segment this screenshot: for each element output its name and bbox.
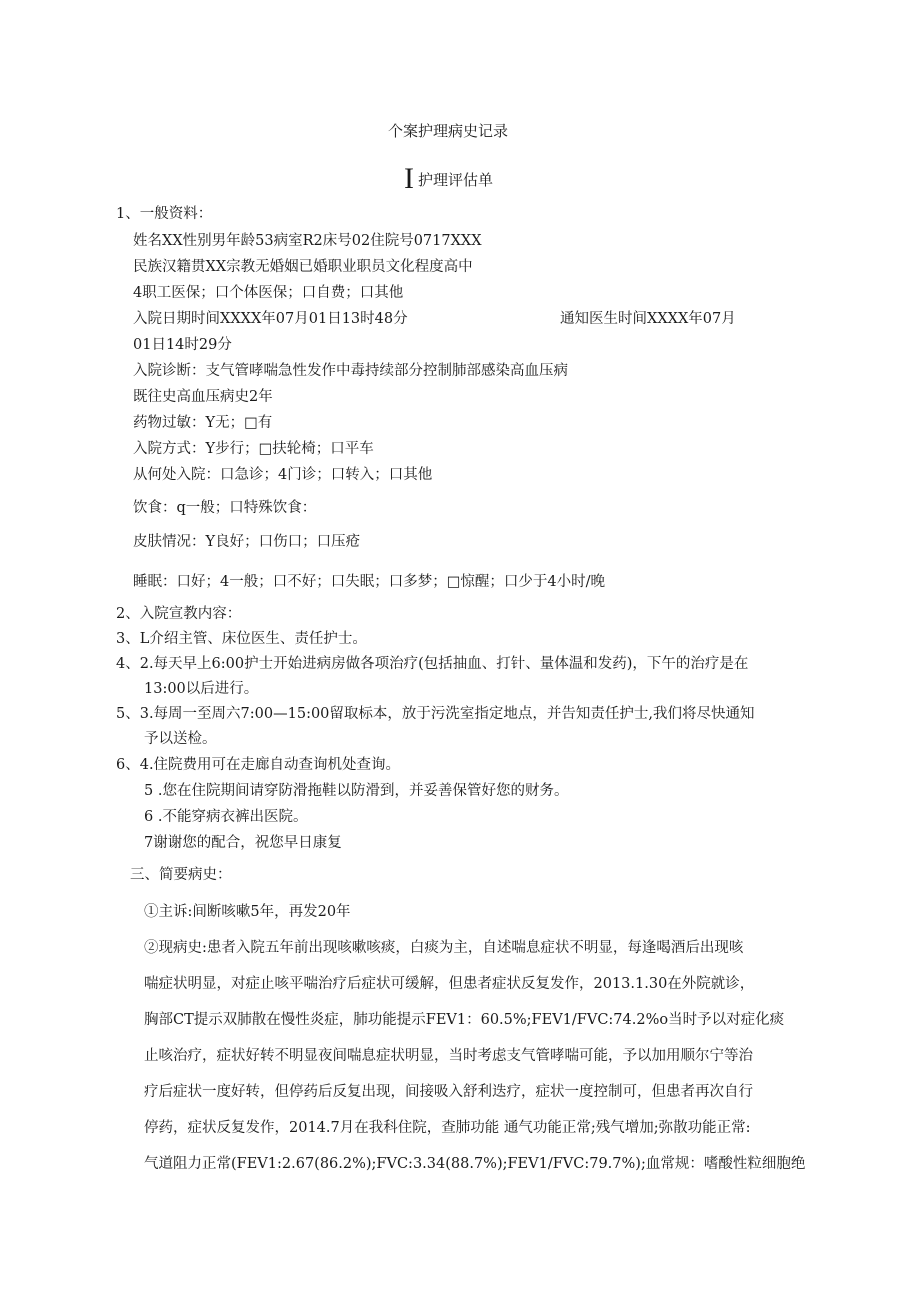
text-line: 三、简要病史： [130,867,232,883]
text-line: 入院日期时间XXXX年07月01日13时48分 [133,311,408,327]
text-line: 7谢谢您的配合，祝您早日康复 [144,835,342,851]
section-heading [404,162,494,195]
text-line: 1、一般资料： [116,206,213,222]
text-line: 予以送检。 [144,731,217,747]
text-line: 通知医生时间XXXX年07月 [560,311,736,327]
text-line: 6、4.住院费用可在走廊自动查询机处查询。 [116,757,401,773]
text-line: 止咳治疗，症状好转不明显夜间喘息症状明显，当时考虑支气管哮喘可能，予以加用顺尔宁等治 [144,1048,753,1064]
text-line: 喘症状明显，对症止咳平喘治疗后症状可缓解，但患者症状反复发作，2013.1.30在外院就诊， [144,976,755,992]
text-line: 既往史高血压病史2年 [133,389,273,405]
text-line: 5、3.每周一至周六7:00—15:00留取标本，放于污洗室指定地点，并告知责任护士,我们将尽快通知 [116,706,755,722]
text-line: 药物过敏：Y无；□有 [133,415,273,431]
text-line: ①主诉:间断咳嗽5年，再发20年 [144,904,351,920]
text-line: 入院方式：Y步行；□扶轮椅；口平车 [133,441,374,457]
text-line: 民族汉籍贯XX宗教无婚姻已婚职业职员文化程度高中 [133,259,473,275]
text-line: 姓名XX性别男年龄53病室R2床号02住院号0717XXX [133,233,482,249]
text-line: 入院诊断：支气管哮喘急性发作中毒持续部分控制肺部感染高血压病 [133,363,568,379]
heading-roman-numeral: I [404,162,414,195]
text-line: 6 .不能穿病衣裤出医院。 [144,809,308,825]
text-line: 13:00以后进行。 [144,681,259,697]
text-line: 气道阻力正常(FEV1:2.67(86.2%);FVC:3.34(88.7%);FEV1/FVC:79.7%);血常规：嗜酸性粒细胞绝 [144,1156,806,1172]
text-line: 睡眠：口好；4一般；口不好；口失眠；口多梦；□惊醒；口少于4小时/晚 [133,574,606,590]
text-line: 从何处入院：口急诊；4门诊；口转入；口其他 [133,467,433,483]
text-line: 01日14时29分 [133,337,232,353]
text-line: 4职工医保；口个体医保；口自费；口其他 [133,285,404,301]
text-line: ②现病史:患者入院五年前出现咳嗽咳痰，白痰为主，自述喘息症状不明显，每逢喝酒后出现咳 [144,940,744,956]
text-line: 饮食：q一般；口特殊饮食： [133,500,317,516]
text-line: 5 .您在住院期间请穿防滑拖鞋以防滑到，并妥善保管好您的财务。 [144,783,569,799]
heading-text: 护理评估单 [418,171,494,189]
text-line: 疗后症状一度好转，但停药后反复出现，间接吸入舒利迭疗，症状一度控制可，但患者再次自行 [144,1084,753,1100]
text-line: 皮肤情况：Y良好；口伤口；口压疮 [133,534,361,550]
text-line: 胸部CT提示双肺散在慢性炎症，肺功能提示FEV1：60.5%;FEV1/FVC:74.2%o当时予以对症化痰 [144,1012,785,1028]
text-line: 4、2.每天早上6:00护士开始进病房做各项治疗(包括抽血、打针、量体温和发药)，下午的治疗是在 [116,656,749,672]
document-title: 个案护理病史记录 [388,122,509,140]
text-line: 2、入院宣教内容： [116,606,242,622]
text-line: 3、L介绍主管、床位医生、责任护士。 [116,631,367,647]
text-line: 停药，症状反复发作，2014.7月在我科住院，查肺功能 通气功能正常;残气增加;弥散功能正常: [144,1120,751,1136]
